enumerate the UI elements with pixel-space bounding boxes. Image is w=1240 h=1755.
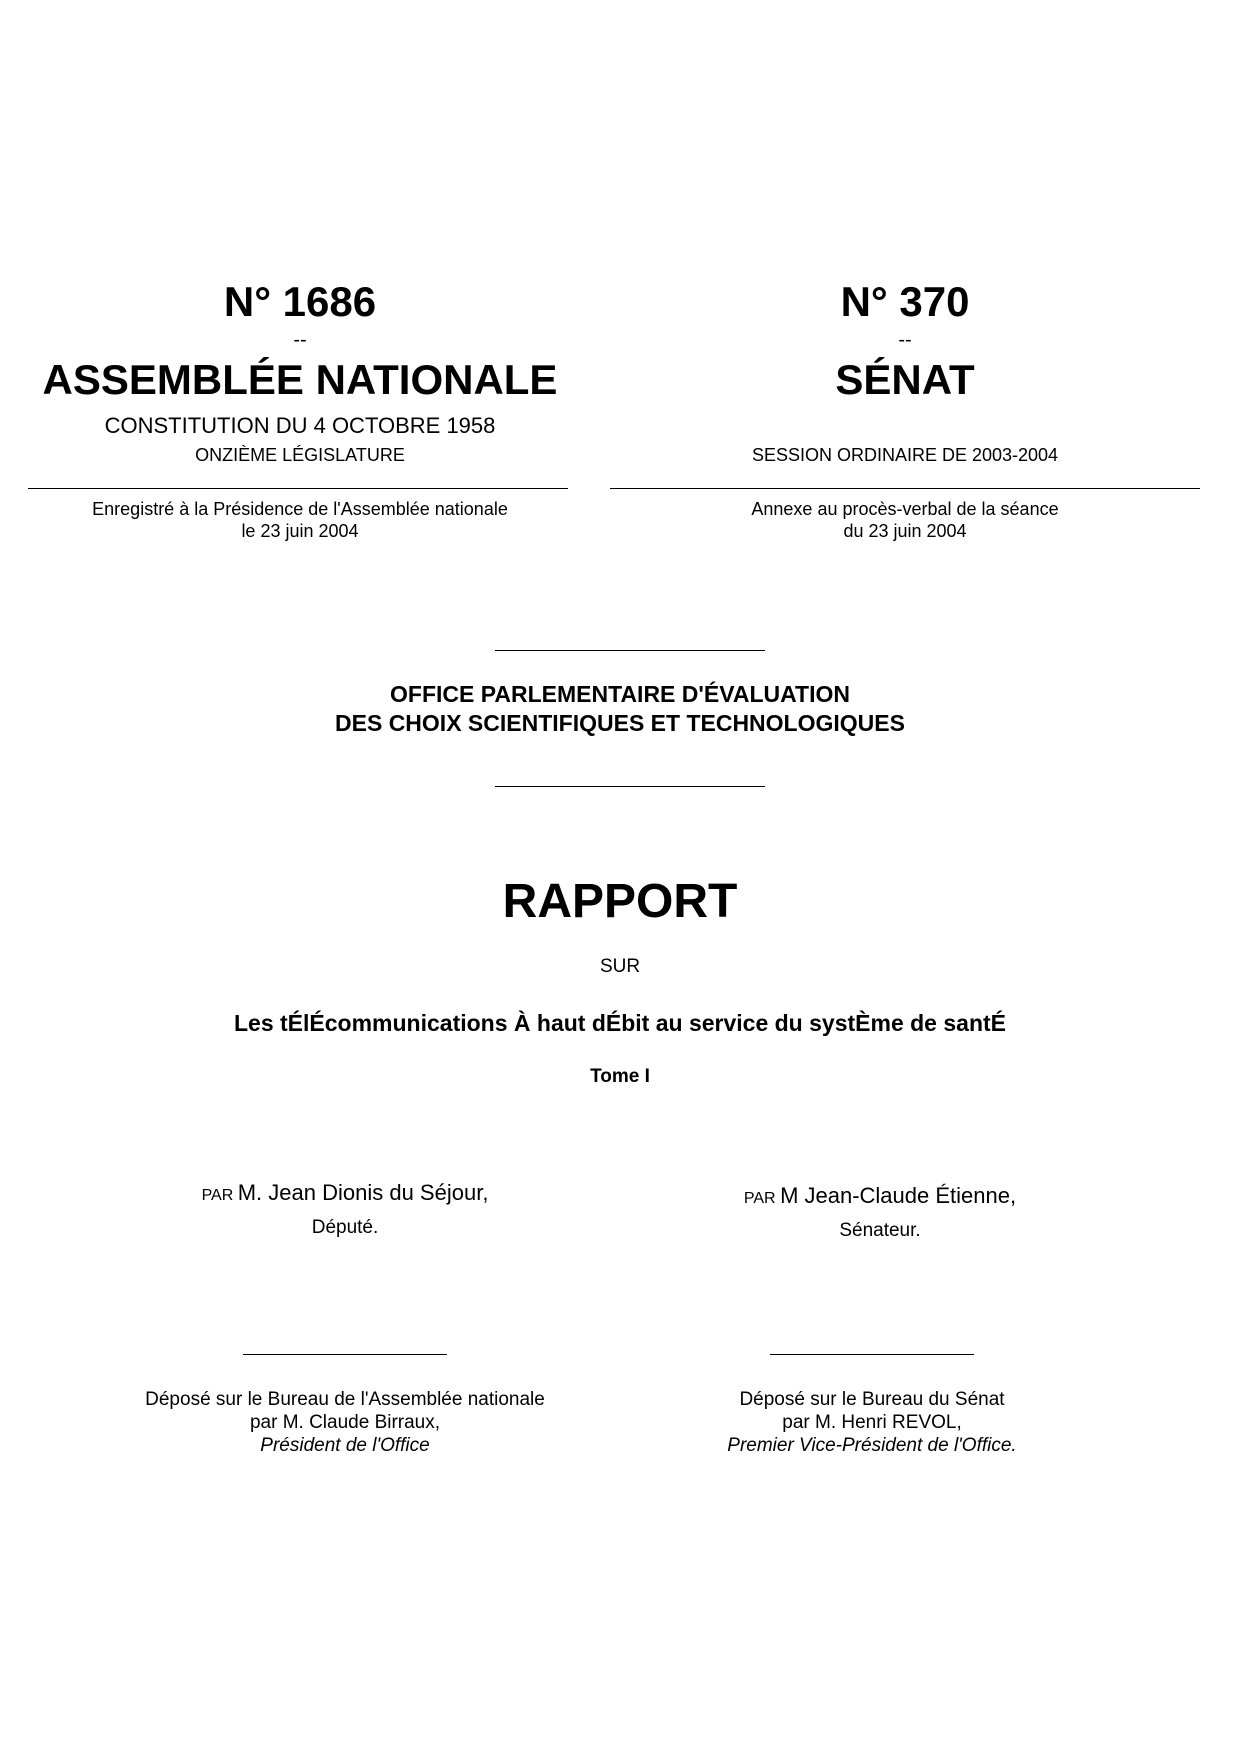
- deposit-assemblee-line-2: par M. Claude Birraux,: [249, 1412, 441, 1433]
- assemblee-separator-dash: --: [293, 329, 307, 351]
- report-title: Les tÉlÉcommunications À haut dÉbit au service du systÈme de santÉ: [234, 1010, 1006, 1036]
- author-depute: [100, 1180, 590, 1206]
- deposit-senat-line-1: Déposé sur le Bureau du Sénat: [739, 1389, 1005, 1410]
- author-senateur: [630, 1183, 1130, 1209]
- deposit-rule-left: [243, 1354, 447, 1355]
- assemblee-title: ASSEMBLÉE NATIONALE: [42, 356, 558, 403]
- legislature-line: ONZIÈME LÉGISLATURE: [195, 445, 405, 465]
- deposit-rule-right: [770, 1354, 974, 1355]
- office-name: [0, 680, 1240, 738]
- report-sur: SUR: [599, 956, 641, 977]
- constitution-line: CONSTITUTION DU 4 OCTOBRE 1958: [104, 413, 496, 438]
- annex-line-2: du 23 juin 2004: [843, 521, 967, 541]
- annex-line-1: Annexe au procès-verbal de la séance: [751, 499, 1059, 519]
- deposit-senat: [622, 1388, 1122, 1457]
- author-depute-name: M. Jean Dionis du Séjour,: [237, 1180, 489, 1205]
- author-depute-role: Député.: [311, 1217, 379, 1238]
- senat-title: SÉNAT: [835, 356, 975, 403]
- deposit-assemblee-line-3: Président de l'Office: [260, 1435, 430, 1456]
- author-depute-par: PAR: [201, 1187, 234, 1204]
- report-heading: RAPPORT: [502, 875, 738, 928]
- office-name-line-1: OFFICE PARLEMENTAIRE D'ÉVALUATION: [390, 681, 850, 707]
- author-senateur-role: Sénateur.: [839, 1220, 921, 1241]
- office-name-line-2: DES CHOIX SCIENTIFIQUES ET TECHNOLOGIQUES: [335, 710, 905, 736]
- registration-line-2: le 23 juin 2004: [241, 521, 359, 541]
- deposit-senat-line-2: par M. Henri REVOL,: [782, 1412, 962, 1433]
- senat-separator-dash: --: [898, 329, 912, 351]
- senat-document-number: N° 370: [840, 278, 970, 325]
- office-rule-bottom: [495, 786, 765, 787]
- deposit-assemblee: [90, 1388, 600, 1457]
- office-rule-top: [495, 650, 765, 651]
- senat-rule: [610, 488, 1200, 489]
- deposit-senat-line-3: Premier Vice-Président de l'Office.: [727, 1435, 1017, 1456]
- registration-line-1: Enregistré à la Présidence de l'Assemblée nationale: [92, 499, 508, 519]
- author-senateur-name: M Jean-Claude Étienne,: [780, 1183, 1017, 1208]
- assemblee-rule: [28, 488, 568, 489]
- session-line: SESSION ORDINAIRE DE 2003-2004: [751, 445, 1059, 465]
- deposit-assemblee-line-1: Déposé sur le Bureau de l'Assemblée nationale: [145, 1389, 545, 1410]
- assemblee-document-number: N° 1686: [223, 278, 377, 325]
- report-tome: Tome I: [590, 1066, 650, 1087]
- author-senateur-par: PAR: [743, 1190, 776, 1207]
